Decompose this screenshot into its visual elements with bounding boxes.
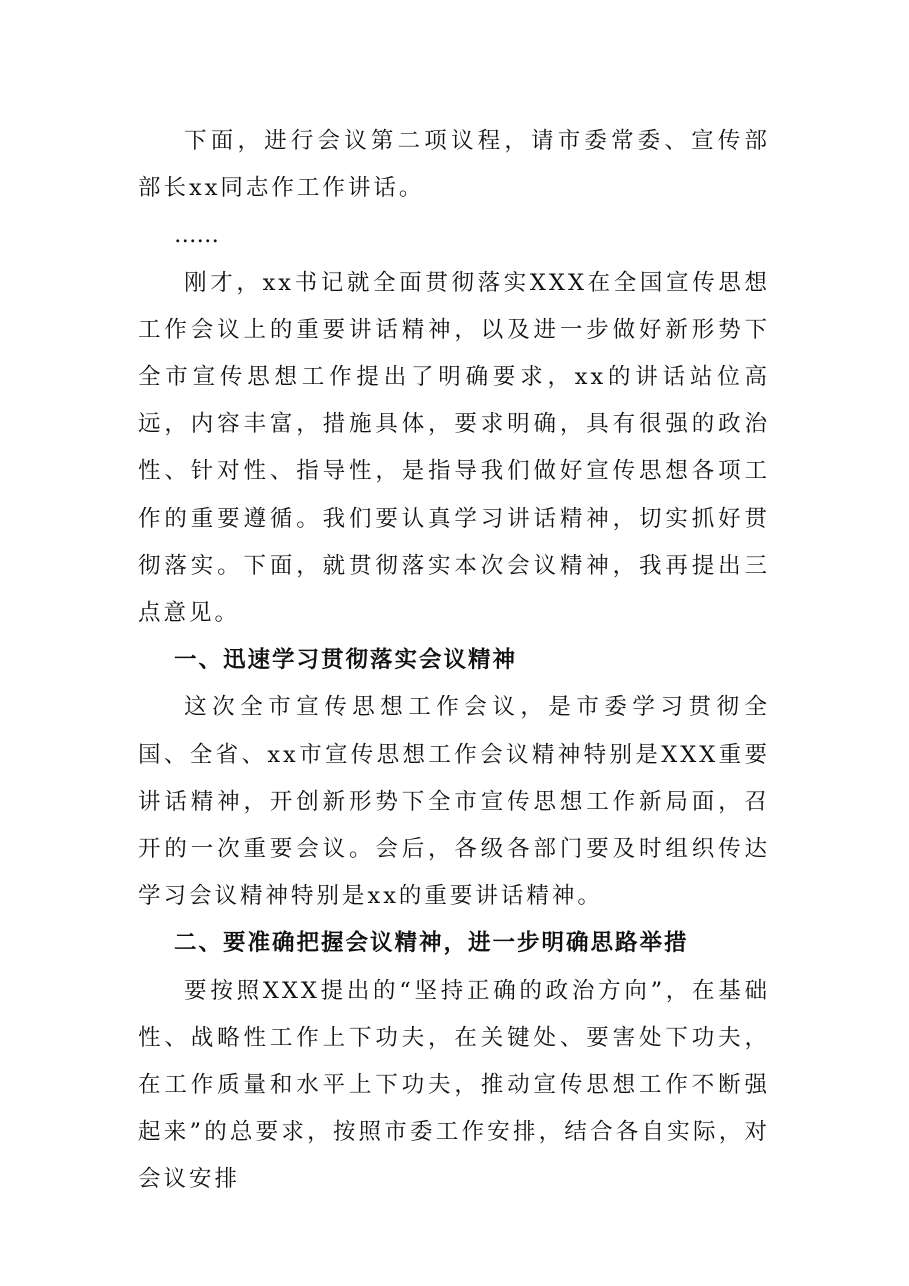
section-heading-2: 二、要准确把握会议精神，进一步明确思路举措: [174, 930, 689, 957]
paragraph-agenda: 下面，进行会议第二项议程，请市委常委、宣传部部长xx同志作工作讲话。: [138, 128, 770, 202]
paragraph-summary: 刚才，xx书记就全面贯彻落实XXX在全国宣传思想工作会议上的重要讲话精神，以及进一步做好新形势下全市宣传思想工作提出了明确要求，xx的讲话站位高远，内容丰富，措施具体，要求明确，具有很强的政治性、针对性、指导性，是指导我们做好宣传思想各项工作的重要遵循。我们要认真学习讲话精神，切实抓好贯彻落实。下面，就贯彻落实本次会议精神，我再提出三点意见。: [138, 269, 770, 627]
paragraph-section-2: 要按照XXX提出的“坚持正确的政治方向”，在基础性、战略性工作上下功夫，在关键处、要害处下功夫，在工作质量和水平上下功夫，推动宣传思想工作不断强起来”的总要求，按照市委工作安排，结合各自实际，对会议安排: [138, 977, 770, 1193]
ellipsis: ……: [174, 222, 219, 249]
paragraph-section-1: 这次全市宣传思想工作会议，是市委学习贯彻全国、全省、xx市宣传思想工作会议精神特别是XXX重要讲话精神，开创新形势下全市宣传思想工作新局面，召开的一次重要会议。会后，各级各部门要及时组织传达学习会议精神特别是xx的重要讲话精神。: [138, 694, 770, 910]
section-heading-1: 一、迅速学习贯彻落实会议精神: [174, 647, 518, 674]
document-body: [138, 118, 770, 1204]
